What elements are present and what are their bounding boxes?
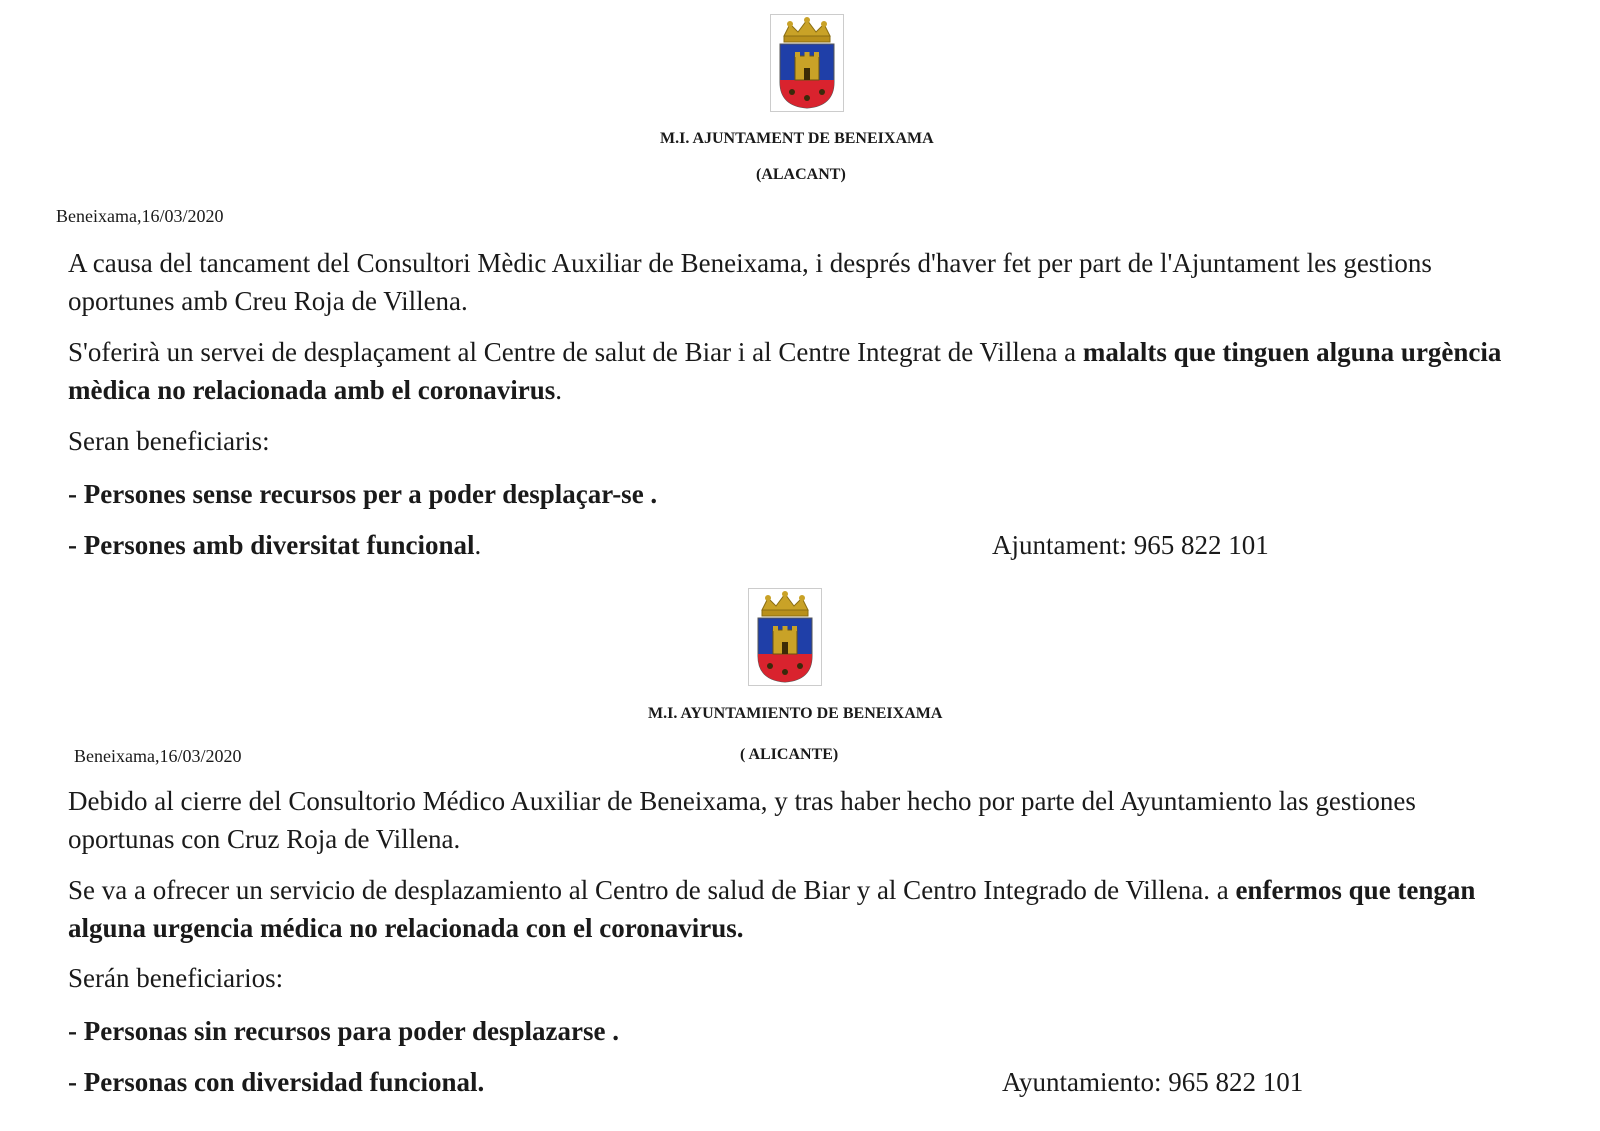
notice-date: Beneixama,16/03/2020 bbox=[74, 746, 242, 766]
organization-name: M.I. AJUNTAMENT DE BENEIXAMA bbox=[660, 130, 934, 147]
beneficiary-item: - Personas con diversidad funcional. bbox=[68, 1067, 485, 1097]
beneficiary-item bbox=[68, 530, 481, 561]
contact-phone: Ajuntament: 965 822 101 bbox=[992, 530, 1269, 560]
intro-paragraph: A causa del tancament del Consultori Mèdic Auxiliar de Beneixama, i després d'haver fet per part de l'Ajuntament les gestions oportunes amb Creu Roja de Villena. bbox=[68, 248, 1432, 316]
service-paragraph bbox=[68, 333, 1508, 409]
coat-of-arms-icon bbox=[770, 14, 844, 112]
service-target-text: enfermos que tengan alguna urgencia médica no relacionada con el coronavirus. bbox=[68, 875, 1476, 943]
beneficiaries-heading: Serán beneficiarios: bbox=[68, 963, 284, 993]
service-text: S'oferirà un servei de desplaçament al Centre de salut de Biar i al Centre Integrat de Villena a bbox=[68, 337, 1083, 367]
beneficiary-item: - Personas sin recursos para poder desplazarse . bbox=[68, 1016, 619, 1046]
service-paragraph bbox=[68, 871, 1538, 947]
organization-name: M.I. AYUNTAMIENTO DE BENEIXAMA bbox=[648, 705, 943, 722]
intro-paragraph: Debido al cierre del Consultorio Médico Auxiliar de Beneixama, y tras haber hecho por parte del Ayuntamiento las gestiones oportunas con Cruz Roja de Villena. bbox=[68, 786, 1416, 854]
notice-date: Beneixama,16/03/2020 bbox=[56, 206, 224, 226]
province-name: (ALACANT) bbox=[756, 166, 846, 183]
beneficiary-item-text: - Persones amb diversitat funcional bbox=[68, 530, 475, 560]
province-name: ( ALICANTE) bbox=[740, 746, 839, 763]
beneficiaries-heading: Seran beneficiaris: bbox=[68, 426, 270, 456]
beneficiary-item-period: . bbox=[474, 530, 482, 560]
beneficiary-item: - Persones sense recursos per a poder desplaçar-se . bbox=[68, 479, 658, 509]
coat-of-arms-icon bbox=[748, 588, 822, 686]
contact-phone: Ayuntamiento: 965 822 101 bbox=[1002, 1067, 1304, 1097]
service-text: Se va a ofrecer un servicio de desplazamiento al Centro de salud de Biar y al Centro Integrado de Villena. a bbox=[68, 875, 1236, 905]
service-period: . bbox=[555, 375, 562, 405]
service-target-text: malalts que tinguen alguna urgència mèdica no relacionada amb el coronavirus bbox=[68, 337, 1502, 405]
